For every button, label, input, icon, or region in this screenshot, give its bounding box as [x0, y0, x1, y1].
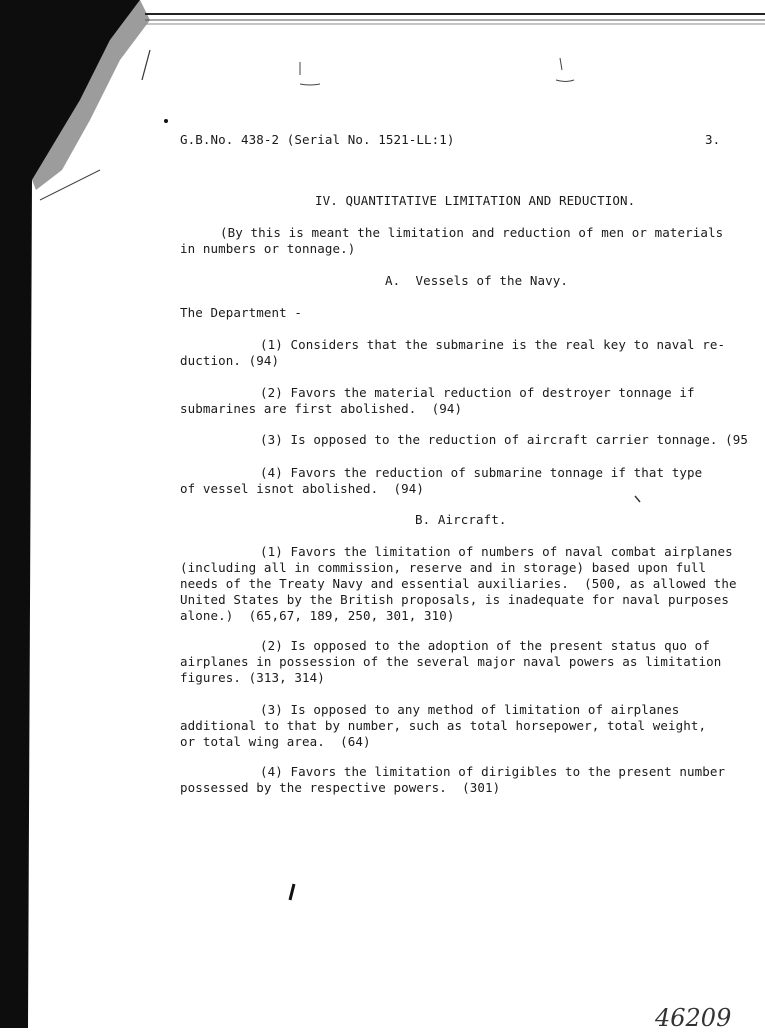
aircraft-item-line: (2) Is opposed to the adoption of the present status quo of: [260, 638, 710, 653]
aircraft-item-line: (1) Favors the limitation of numbers of naval combat airplanes: [260, 544, 733, 559]
vessel-item-line: of vessel isnot abolished. (94): [180, 481, 425, 496]
aircraft-item-line: (including all in commission, reserve and in storage) based upon full: [180, 560, 707, 575]
vessel-item-line: (2) Favors the material reduction of destroyer tonnage if: [260, 385, 695, 400]
vessel-item-line: (1) Considers that the submarine is the real key to naval re-: [260, 337, 726, 352]
intro-text-line: (By this is meant the limitation and reduction of men or materials: [220, 225, 724, 240]
aircraft-item-line: airplanes in possession of the several major naval powers as limitation: [180, 654, 722, 669]
aircraft-item-line: alone.) (65,67, 189, 250, 301, 310): [180, 608, 455, 623]
aircraft-item-line: or total wing area. (64): [180, 734, 371, 749]
page-number: 3.: [705, 132, 721, 147]
vessel-item-line: (4) Favors the reduction of submarine tonnage if that type: [260, 465, 703, 480]
aircraft-item-line: needs of the Treaty Navy and essential auxiliaries. (500, as allowed the: [180, 576, 737, 591]
vessel-item-line: submarines are first abolished. (94): [180, 401, 463, 416]
aircraft-item-line: figures. (313, 314): [180, 670, 325, 685]
subsection-heading: B. Aircraft.: [415, 512, 507, 527]
department-lead: The Department -: [180, 305, 303, 320]
aircraft-item-line: (3) Is opposed to any method of limitation of airplanes: [260, 702, 680, 717]
vessel-item-line: duction. (94): [180, 353, 280, 368]
document-reference: G.B.No. 438-2 (Serial No. 1521-LL:1): [180, 132, 455, 147]
aircraft-item-line: (4) Favors the limitation of dirigibles to the present number: [260, 764, 726, 779]
subsection-heading: A. Vessels of the Navy.: [385, 273, 569, 288]
aircraft-item-line: additional to that by number, such as total horsepower, total weight,: [180, 718, 707, 733]
aircraft-item-line: United States by the British proposals, is inadequate for naval purposes: [180, 592, 730, 607]
handwritten-number: 46209: [655, 1004, 732, 1032]
section-title: IV. QUANTITATIVE LIMITATION AND REDUCTION.: [315, 193, 636, 208]
intro-text-line: in numbers or tonnage.): [180, 241, 356, 256]
aircraft-item-line: possessed by the respective powers. (301): [180, 780, 501, 795]
vessel-item-line: (3) Is opposed to the reduction of aircraft carrier tonnage. (95: [260, 432, 749, 447]
